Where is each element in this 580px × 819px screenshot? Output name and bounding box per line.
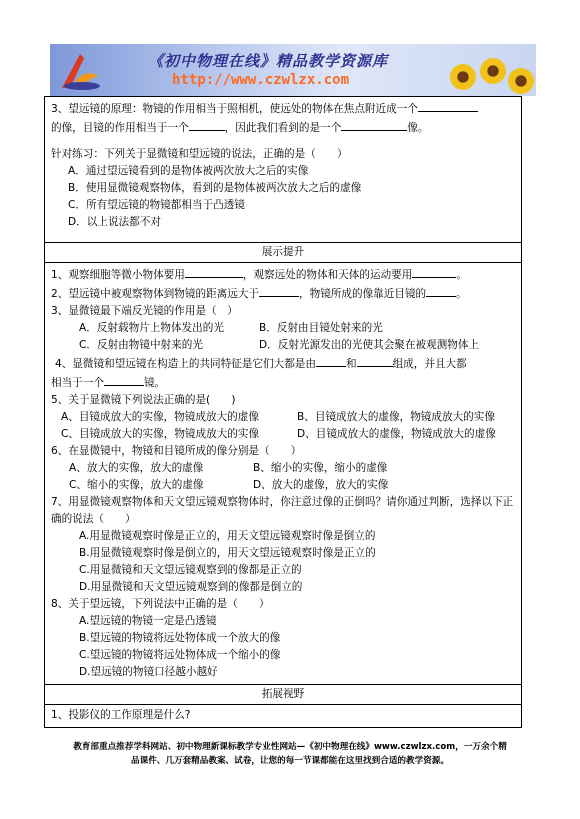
- question-text: 像。: [407, 122, 429, 134]
- question-text: ，物镜所成的像靠近目镜的: [299, 288, 427, 300]
- choice-option[interactable]: B、缩小的实像，缩小的虚像: [253, 462, 388, 474]
- section-header-showcase: 展示提升: [45, 243, 521, 263]
- answer-blank[interactable]: [316, 354, 346, 367]
- question-text: 2、望远镜中被观察物体到物镜的距离远大于: [51, 288, 260, 300]
- choice-option[interactable]: A、放大的实像，放大的虚像: [69, 462, 204, 474]
- worksheet-table: [44, 96, 522, 728]
- choice-row: [51, 409, 515, 426]
- page-footer: [40, 740, 540, 768]
- text-line: [51, 99, 515, 118]
- question-text: 4、显微镜和望远镜在构造上的共同特征是它们大都是由: [55, 358, 316, 370]
- answer-blank[interactable]: [104, 373, 144, 386]
- answer-blank[interactable]: [426, 284, 456, 297]
- question-5: 5、关于显微镜下列说法正确的是( ): [51, 394, 236, 406]
- question-4-cont: [51, 373, 515, 392]
- question-text: 。: [456, 269, 467, 281]
- question-text: 1、观察细胞等微小物体要用: [51, 269, 185, 281]
- choice-option[interactable]: B．使用显微镜观察物体，看到的是物体被两次放大之后的虚像: [68, 182, 362, 194]
- answer-blank[interactable]: [189, 118, 225, 131]
- question-7-cont: 确的说法（ ）: [51, 513, 136, 525]
- text-line: [51, 118, 515, 137]
- choice-option[interactable]: A、目镜成放大的实像，物镜成放大的虚像: [61, 411, 259, 423]
- question-text: ，因此我们看到的是一个: [224, 122, 342, 134]
- choice-option[interactable]: B、目镜成放大的虚像，物镜成放大的实像: [297, 411, 495, 423]
- choice-option[interactable]: B.用显微镜观察时像是倒立的，用天文望远镜观察时像是正立的: [79, 547, 376, 559]
- question-text: 。: [456, 288, 467, 300]
- site-url[interactable]: http://www.czwlzx.com: [172, 72, 350, 88]
- choice-option[interactable]: C、缩小的实像，放大的虚像: [69, 479, 204, 491]
- question-text: 镜。: [143, 377, 166, 389]
- extension-section: [45, 705, 521, 728]
- answer-blank[interactable]: [185, 265, 243, 278]
- question-8: 8、关于望远镜，下列说法中正确的是（ ）: [51, 598, 270, 610]
- question-2: [51, 284, 515, 303]
- choice-row: [51, 320, 515, 337]
- choice-option[interactable]: D．反射光源发出的光使其会聚在被观测物体上: [259, 339, 480, 351]
- answer-blank[interactable]: [412, 265, 456, 278]
- site-logo: [58, 48, 102, 92]
- choice-option[interactable]: A．反射载物片上物体发出的光: [79, 322, 224, 334]
- answer-blank[interactable]: [418, 99, 478, 112]
- choice-option[interactable]: C．反射由物镜中射来的光: [79, 339, 203, 351]
- choice-option[interactable]: D.望远镜的物镜口径越小越好: [79, 666, 218, 678]
- question-1: [51, 265, 515, 284]
- choice-row: [51, 460, 515, 477]
- section-header-extension: 拓展视野: [45, 685, 521, 705]
- question-4: [51, 354, 515, 373]
- footer-line: 教育部重点推荐学科网站、初中物理新课标教学专业性网站—《初中物理在线》www.czwlzx.com，一万余个精: [73, 742, 507, 752]
- choice-option[interactable]: C．所有望远镜的物镜都相当于凸透镜: [68, 199, 245, 211]
- choice-option[interactable]: A.望远镜的物镜一定是凸透镜: [79, 615, 217, 627]
- exercise-prompt: 针对练习：下列关于显微镜和望远镜的说法，正确的是（ ）: [51, 148, 348, 160]
- site-banner: [50, 44, 536, 96]
- choice-row: [51, 477, 515, 494]
- choice-option[interactable]: B.望远镜的物镜将远处物体成一个放大的像: [79, 632, 281, 644]
- sunflower-decoration: [508, 68, 534, 94]
- choice-row: [51, 426, 515, 443]
- choice-row: [51, 337, 515, 354]
- choice-option[interactable]: C.望远镜的物镜将远处物体成一个缩小的像: [79, 649, 281, 661]
- choice-option[interactable]: D．以上说法都不对: [68, 216, 161, 228]
- choice-option[interactable]: C、目镜成放大的实像，物镜成放大的实像: [61, 428, 260, 440]
- choice-option[interactable]: D.用显微镜和天文望远镜观察到的像都是倒立的: [79, 581, 303, 593]
- choice-option[interactable]: D、目镜成放大的虚像，物镜成放大的虚像: [297, 428, 496, 440]
- question-3: 3、显微镜最下端反光镜的作用是（ ）: [51, 305, 238, 317]
- question-text: ，观察远处的物体和天体的运动要用: [242, 269, 413, 281]
- question-text: 的像，目镜的作用相当于一个: [51, 122, 189, 134]
- choice-option[interactable]: D、放大的虚像，放大的实像: [253, 479, 389, 491]
- footer-line: 品课件、几万套精品教案、试卷，让您的每一节课都能在这里找到合适的教学资源。: [131, 756, 449, 766]
- answer-blank[interactable]: [341, 118, 407, 131]
- choice-option[interactable]: A．通过望远镜看到的是物体被两次放大之后的实像: [68, 165, 309, 177]
- sunflower-decoration: [450, 64, 476, 90]
- question-1: 1、投影仪的工作原理是什么?: [51, 709, 191, 721]
- telescope-principle-section: [45, 97, 521, 243]
- question-text: 相当于一个: [51, 377, 104, 389]
- choice-option[interactable]: A.用显微镜观察时像是正立的，用天文望远镜观察时像是倒立的: [79, 530, 376, 542]
- question-7: 7、用显微镜观察物体和天文望远镜观察物体时，你注意过像的正倒吗？请你通过判断，选择以下正: [51, 496, 514, 508]
- showcase-section: [45, 263, 521, 685]
- answer-blank[interactable]: [357, 354, 393, 367]
- question-text: 3、望远镜的原理：物镜的作用相当于照相机，使远处的物体在焦点附近成一个: [51, 103, 418, 115]
- choice-option[interactable]: B．反射由目镜处射来的光: [259, 322, 383, 334]
- question-6: 6、在显微镜中，物镜和目镜所成的像分别是（ ）: [51, 445, 302, 457]
- sunflower-decoration: [480, 58, 506, 84]
- question-text: 组成，并且大都: [392, 358, 467, 370]
- choice-option[interactable]: C.用显微镜和天文望远镜观察到的像都是正立的: [79, 564, 302, 576]
- question-text: 和: [346, 358, 357, 370]
- answer-blank[interactable]: [259, 284, 299, 297]
- site-title: 《初中物理在线》精品教学资源库: [148, 52, 389, 70]
